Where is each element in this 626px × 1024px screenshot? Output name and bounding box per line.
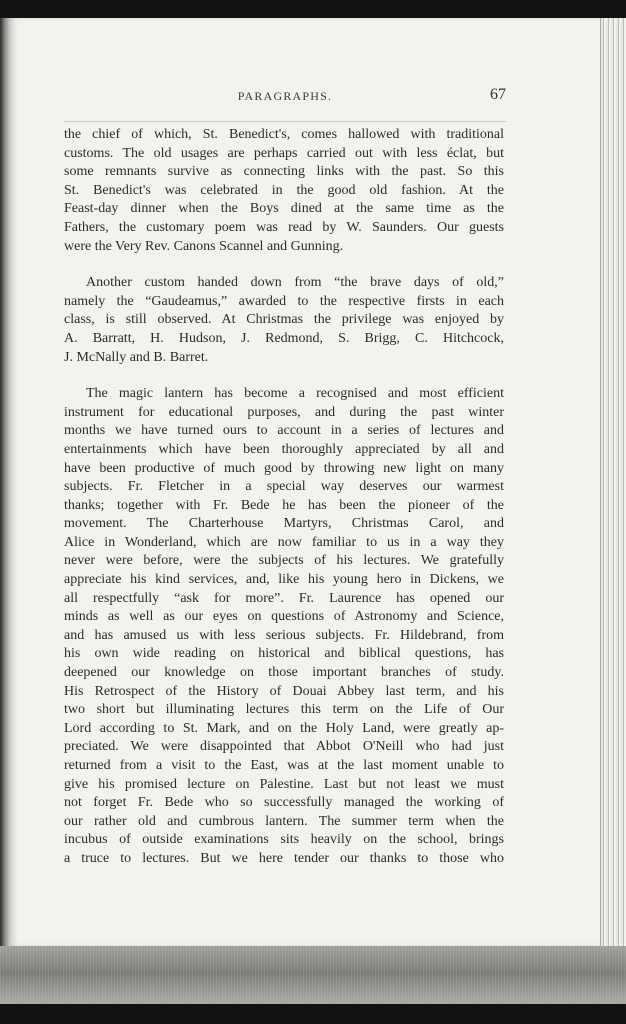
text-line: His Retrospect of the History of Douai Abbey last term, and his xyxy=(64,683,504,699)
text-line: instrument for educational purposes, and during the past winter xyxy=(64,404,504,420)
text-line: months we have turned ours to account in a series of lectures and xyxy=(64,423,504,439)
text-line: preciated. We were disappointed that Abbot O'Neill who had just xyxy=(64,739,504,755)
paragraph-magic-lantern xyxy=(64,385,504,868)
text-line: never were before, were the subjects of his lectures. We gratefully xyxy=(64,553,504,569)
text-line: two short but illuminating lectures this term on the Life of Our xyxy=(64,702,504,718)
text-line: customs. The old usages are perhaps carried out with less éclat, but xyxy=(64,145,504,161)
header-rule xyxy=(64,121,506,122)
text-line: Alice in Wonderland, which are now familiar to us in a way they xyxy=(64,534,504,550)
text-line: A. Barratt, H. Hudson, J. Redmond, S. Brigg, C. Hitchcock, xyxy=(64,330,504,346)
text-line: movement. The Charterhouse Martyrs, Christmas Carol, and xyxy=(64,516,504,532)
text-line: minds as well as our eyes on questions of Astronomy and Science, xyxy=(64,609,504,625)
text-line: subjects. Fr. Fletcher in a special way deserves our warmest xyxy=(64,479,504,495)
running-head: PARAGRAPHS. xyxy=(237,89,333,103)
text-line: St. Benedict's was celebrated in the good old fashion. At the xyxy=(64,182,504,198)
text-line: J. McNally and B. Barret. xyxy=(64,349,209,365)
text-line: Fathers, the customary poem was read by W. Saunders. Our guests xyxy=(64,219,504,235)
text-line: were the Very Rev. Canons Scannel and Gunning. xyxy=(64,238,344,254)
text-line: have been productive of much good by throwing new light on many xyxy=(64,460,504,476)
text-line: appreciate his kind services, and, like his young hero in Dickens, we xyxy=(64,572,504,588)
text-line: incubus of outside examinations sits heavily on the school, brings xyxy=(64,832,504,848)
text-line: The magic lantern has become a recognised and most efficient xyxy=(86,386,504,402)
text-line: Feast-day dinner when the Boys dined at the same time as the xyxy=(64,201,504,217)
text-line: not forget Fr. Bede who so successfully managed the working of xyxy=(64,795,504,811)
page-edges xyxy=(600,18,626,948)
scan-bottom-edge xyxy=(0,946,626,1024)
paragraph-gaudeamus xyxy=(64,274,504,367)
text-line: some remnants survive as connecting links with the past. So this xyxy=(64,164,504,180)
page-header xyxy=(64,86,506,106)
text-line: Another custom handed down from “the brave days of old,” xyxy=(86,275,504,291)
text-line: entertainments which have been thoroughly appreciated by all and xyxy=(64,441,504,457)
page-number: 67 xyxy=(490,86,506,103)
text-line: give his promised lecture on Palestine. Last but not least we must xyxy=(64,776,504,792)
text-line: a truce to lectures. But we here tender our thanks to those who xyxy=(64,850,504,866)
paragraph-feast-day xyxy=(64,126,504,256)
text-line: namely the “Gaudeamus,” awarded to the respective firsts in each xyxy=(64,293,504,309)
text-line: and has amused us with less serious subjects. Fr. Hildebrand, from xyxy=(64,627,504,643)
text-line: Lord according to St. Mark, and on the Holy Land, were greatly ap- xyxy=(64,720,504,736)
text-line: his own wide reading on historical and biblical questions, has xyxy=(64,646,504,662)
body-text xyxy=(64,126,504,869)
text-line: our rather old and cumbrous lantern. The summer term when the xyxy=(64,813,504,829)
text-line: class, is still observed. At Christmas the privilege was enjoyed by xyxy=(64,312,504,328)
text-line: thanks; together with Fr. Bede he has been the pioneer of the xyxy=(64,497,504,513)
text-line: the chief of which, St. Benedict's, comes hallowed with traditional xyxy=(64,127,504,142)
text-line: all respectfully “ask for more”. Fr. Laurence has opened our xyxy=(64,590,504,606)
text-line: deepened our knowledge on those important branches of study. xyxy=(64,665,504,681)
text-line: returned from a visit to the East, was at the last moment unable to xyxy=(64,758,504,773)
